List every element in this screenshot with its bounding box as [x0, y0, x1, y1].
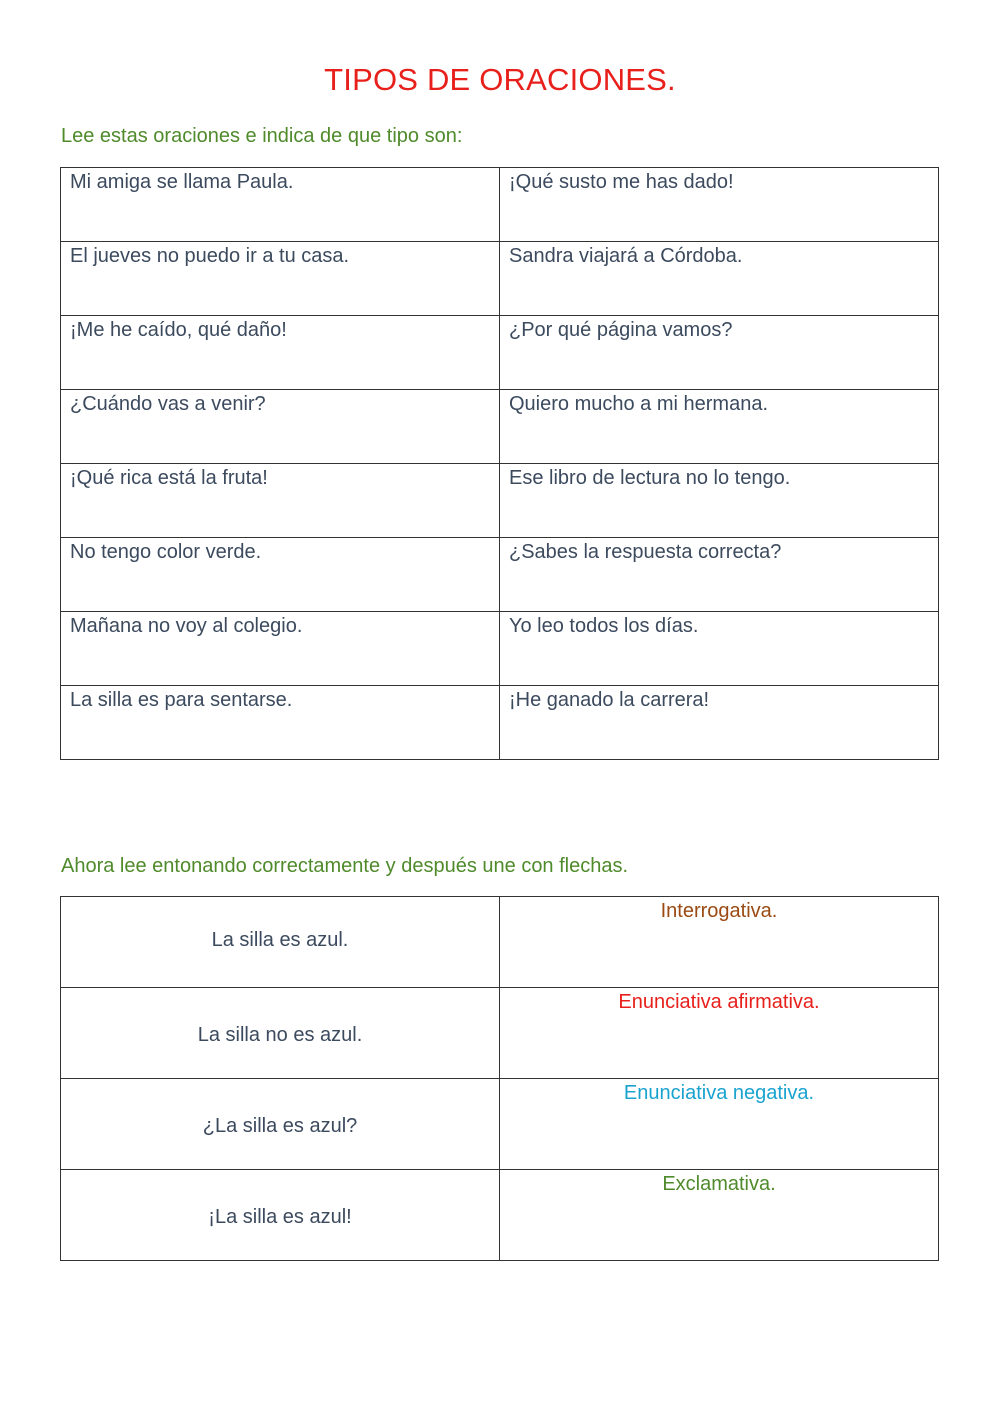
sentence-cell: El jueves no puedo ir a tu casa.: [61, 242, 500, 316]
match-type-cell[interactable]: [500, 1079, 939, 1170]
table-row: [61, 168, 939, 242]
match-sentence-cell[interactable]: [61, 988, 500, 1079]
table-row: [61, 1170, 939, 1261]
sentence-cell: Mañana no voy al colegio.: [61, 612, 500, 686]
match-sentence-cell[interactable]: [61, 1170, 500, 1261]
sentence-cell: La silla es para sentarse.: [61, 686, 500, 760]
sentence-cell: Mi amiga se llama Paula.: [61, 168, 500, 242]
match-sentence: La silla es azul.: [211, 928, 349, 951]
instruction-classify: Lee estas oraciones e indica de que tipo son:: [61, 125, 463, 147]
match-type-label: Exclamativa.: [662, 1173, 776, 1195]
table-row: [61, 390, 939, 464]
sentences-table: [60, 167, 939, 760]
match-type-cell[interactable]: [500, 988, 939, 1079]
table-row: [61, 242, 939, 316]
match-type-label: Enunciativa negativa.: [623, 1082, 815, 1104]
match-type-label: Enunciativa afirmativa.: [618, 991, 820, 1013]
match-type-cell[interactable]: [500, 1170, 939, 1261]
table-row: [61, 316, 939, 390]
match-sentence-cell[interactable]: [61, 1079, 500, 1170]
table-row: [61, 538, 939, 612]
table-row: [61, 988, 939, 1079]
sentence-cell: ¡Me he caído, qué daño!: [61, 316, 500, 390]
sentence-cell: ¡Qué susto me has dado!: [500, 168, 939, 242]
table-row: [61, 464, 939, 538]
matching-table: [60, 896, 939, 1261]
table-row: [61, 1079, 939, 1170]
sentence-cell: ¡He ganado la carrera!: [500, 686, 939, 760]
page-title: TIPOS DE ORACIONES.: [324, 62, 676, 97]
sentence-cell: ¿Sabes la respuesta correcta?: [500, 538, 939, 612]
sentence-cell: Quiero mucho a mi hermana.: [500, 390, 939, 464]
sentence-cell: ¿Por qué página vamos?: [500, 316, 939, 390]
sentence-cell: ¿Cuándo vas a venir?: [61, 390, 500, 464]
sentence-cell: Ese libro de lectura no lo tengo.: [500, 464, 939, 538]
match-sentence-cell[interactable]: [61, 897, 500, 988]
table-row: [61, 612, 939, 686]
sentence-cell: No tengo color verde.: [61, 538, 500, 612]
sentence-cell: Yo leo todos los días.: [500, 612, 939, 686]
match-sentence: La silla no es azul.: [197, 1023, 363, 1046]
match-sentence: ¡La silla es azul!: [208, 1205, 352, 1228]
sentence-cell: ¡Qué rica está la fruta!: [61, 464, 500, 538]
match-type-cell[interactable]: [500, 897, 939, 988]
match-type-label: Interrogativa.: [660, 900, 778, 922]
sentence-cell: Sandra viajará a Córdoba.: [500, 242, 939, 316]
instruction-match: Ahora lee entonando correctamente y después une con flechas.: [61, 855, 629, 877]
table-row: [61, 897, 939, 988]
match-sentence: ¿La silla es azul?: [202, 1114, 358, 1137]
table-row: [61, 686, 939, 760]
